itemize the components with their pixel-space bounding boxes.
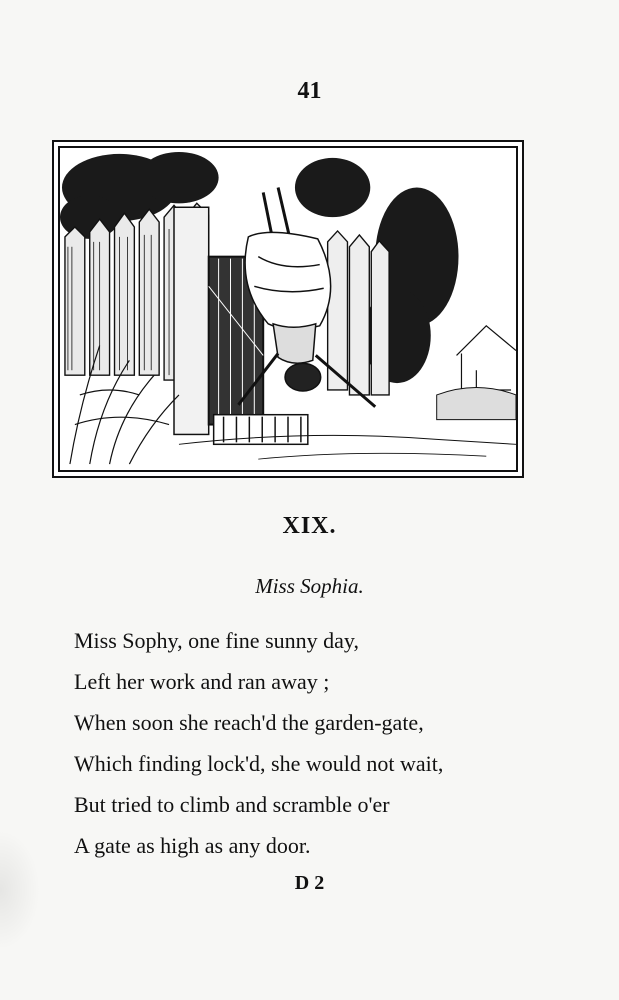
- poem-title: Miss Sophia.: [255, 574, 364, 598]
- poem-stanza: [74, 620, 574, 866]
- poem-line: Miss Sophy, one fine sunny day,: [74, 628, 359, 653]
- illustration-frame: [52, 140, 524, 478]
- paper-smudge: [0, 830, 40, 950]
- poem-line: A gate as high as any door.: [74, 833, 311, 858]
- engraving-girl-climbing-gate-icon: [58, 146, 518, 472]
- poem-line: Left her work and ran away ;: [74, 669, 330, 694]
- page-number: 41: [297, 78, 322, 104]
- poem-line: When soon she reach'd the garden-gate,: [74, 710, 424, 735]
- poem-line: Which finding lock'd, she would not wait,: [74, 751, 444, 776]
- poem-line: But tried to climb and scramble o'er: [74, 792, 390, 817]
- engraving-illustration: [60, 148, 516, 470]
- chapter-number: XIX.: [282, 513, 337, 539]
- signature-mark: D 2: [294, 872, 325, 894]
